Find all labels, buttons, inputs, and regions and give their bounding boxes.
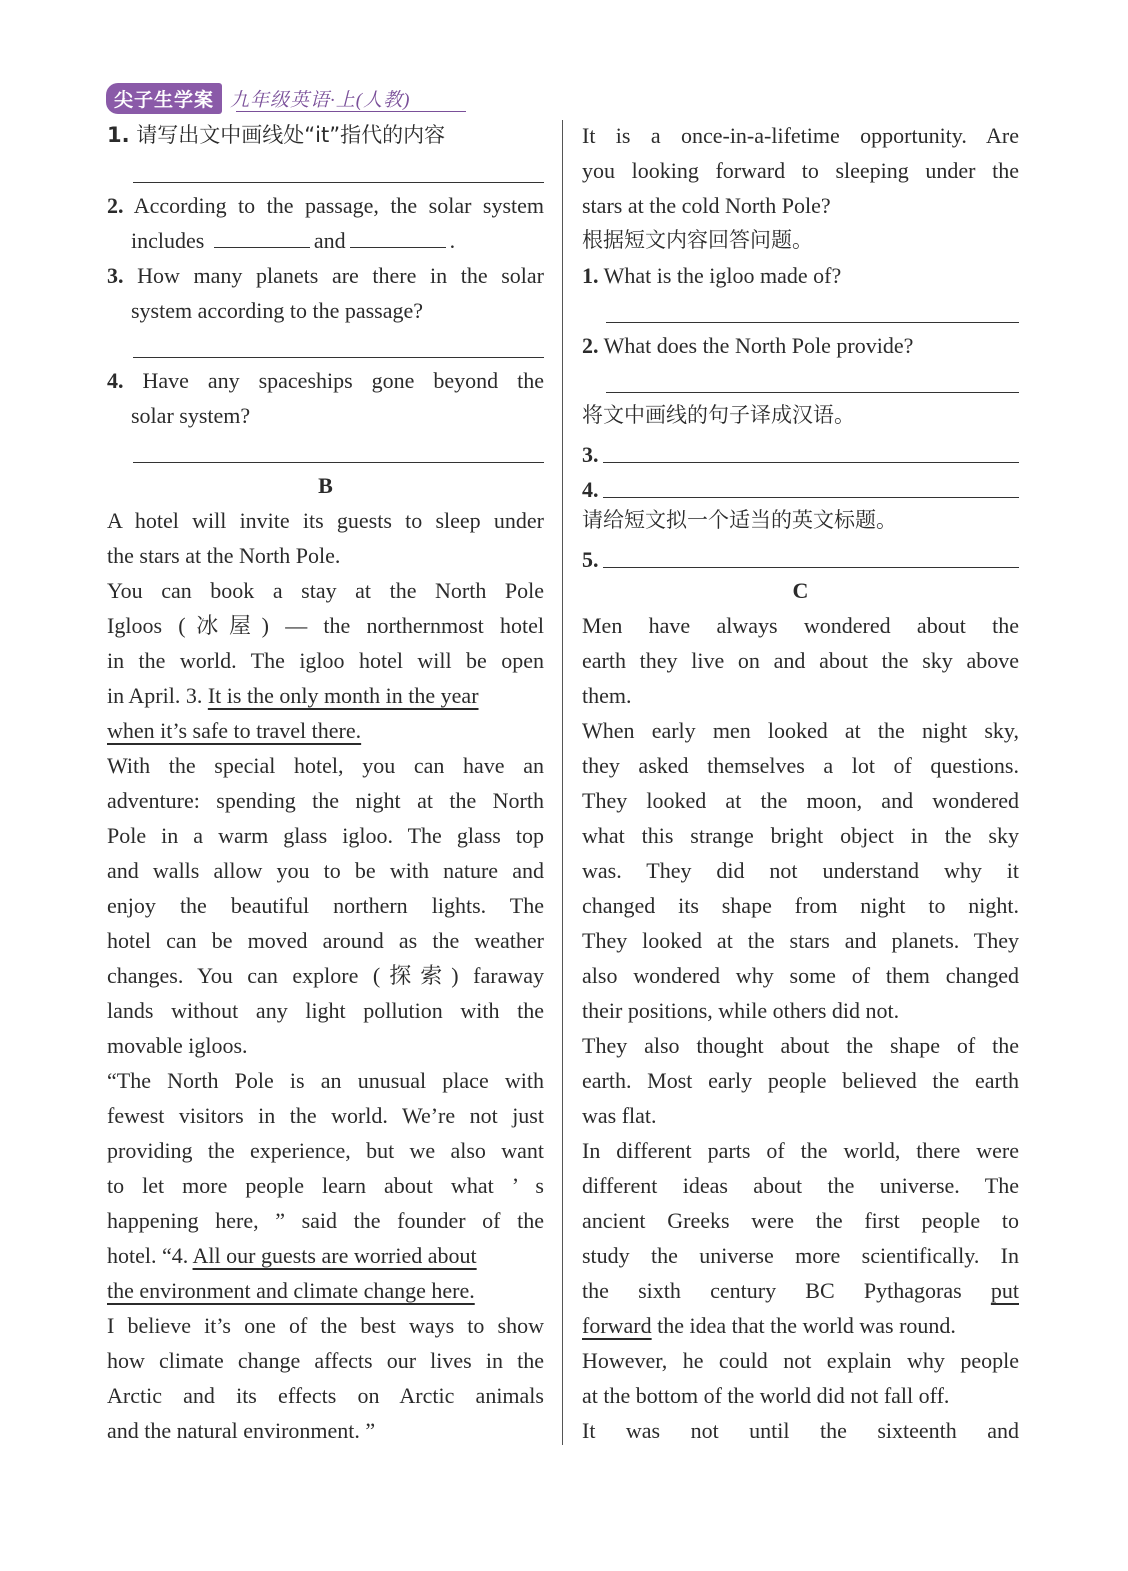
subject-label: 九年级英语·上(人教): [230, 89, 411, 111]
r-question-2: 2. What does the North Pole provide?: [582, 333, 914, 358]
c-text-line: They looked at the stars and planets. They: [582, 928, 1019, 953]
b-text-line: Pole in a warm glass igloo. The glass top: [107, 823, 544, 848]
underlined-sentence-4-cont: the environment and climate change here.: [107, 1278, 475, 1303]
b-text-line: to let more people learn about what ’ s: [107, 1173, 544, 1198]
question-3-line-2: system according to the passage?: [131, 298, 424, 323]
question-4-line-2: solar system?: [131, 403, 251, 428]
b-text-line: Igloos (冰屋) — the northernmost hotel: [107, 613, 544, 638]
right-column: [582, 118, 1019, 1448]
r-answer-4[interactable]: 4.: [582, 468, 1019, 503]
underlined-phrase-forward: forward: [582, 1313, 652, 1338]
b-text-line: fewest visitors in the world. We’re not just: [107, 1103, 544, 1128]
b-text-line: [107, 1273, 544, 1308]
c-text-line: However, he could not explain why people: [582, 1348, 1019, 1373]
b-text-line: It is a once-in-a-lifetime opportunity. Are: [582, 123, 1019, 148]
b-text-line: movable igloos.: [107, 1033, 248, 1058]
b-text-line: [107, 713, 544, 748]
r-answer-5[interactable]: 5.: [582, 538, 1019, 573]
column-divider: [562, 120, 563, 1445]
question-1: 1. 请写出文中画线处“it”指代的内容: [107, 123, 446, 147]
b-text-line: how climate change affects our lives in the: [107, 1348, 544, 1373]
b-text-line: happening here, ” said the founder of the: [107, 1208, 544, 1233]
c-text-line: was. They did not understand why it: [582, 858, 1019, 883]
b-text-line: I believe it’s one of the best ways to show: [107, 1313, 544, 1338]
c-text-line: different ideas about the universe. The: [582, 1173, 1019, 1198]
r-answer-3[interactable]: 3.: [582, 433, 1019, 468]
instruction-answer: 根据短文内容回答问题。: [582, 228, 813, 252]
c-text-line: the sixth century BC Pythagoras put: [582, 1278, 1019, 1303]
c-text-line: at the bottom of the world did not fall off.: [582, 1383, 950, 1408]
b-text-line: “The North Pole is an unusual place with: [107, 1068, 544, 1093]
blank-1[interactable]: [214, 223, 310, 248]
b-text-line: changes. You can explore (探索) faraway: [107, 963, 544, 988]
c-text-line: They also thought about the shape of the: [582, 1033, 1019, 1058]
r-answer-line-2[interactable]: [582, 363, 1019, 398]
b-text-line: adventure: spending the night at the North: [107, 788, 544, 813]
answer-line-4[interactable]: [107, 433, 544, 468]
answer-line-3[interactable]: [107, 328, 544, 363]
b-text-line: you looking forward to sleeping under the: [582, 158, 1019, 183]
c-text-line: In different parts of the world, there were: [582, 1138, 1019, 1163]
b-text-line: stars at the cold North Pole?: [582, 193, 831, 218]
question-2-line-2: includes and .: [107, 223, 544, 258]
c-text-line: what this strange bright object in the sky: [582, 823, 1019, 848]
c-text-line: their positions, while others did not.: [582, 998, 900, 1023]
c-text-line: changed its shape from night to night.: [582, 893, 1019, 918]
answer-line-1[interactable]: [107, 153, 544, 188]
c-text-line: forward the idea that the world was round.: [582, 1313, 956, 1338]
underlined-sentence-3: It is the only month in the year: [207, 683, 479, 708]
underlined-phrase-put: put: [990, 1278, 1019, 1303]
b-text-line: the stars at the North Pole.: [107, 543, 341, 568]
underlined-sentence-3-cont: when it’s safe to travel there.: [107, 718, 362, 743]
c-text-line: they asked themselves a lot of questions.: [582, 753, 1019, 778]
b-text-line: You can book a stay at the North Pole: [107, 578, 544, 603]
b-text-line: With the special hotel, you can have an: [107, 753, 544, 778]
b-text-line: in the world. The igloo hotel will be open: [107, 648, 544, 673]
section-b-heading: B: [318, 473, 333, 498]
c-text-line: When early men looked at the night sky,: [582, 718, 1019, 743]
question-2-line-1: 2. According to the passage, the solar system: [107, 193, 544, 218]
b-text-line: A hotel will invite its guests to sleep under: [107, 508, 544, 533]
c-text-line: them.: [582, 683, 632, 708]
c-text-line: earth they live on and about the sky above: [582, 648, 1019, 673]
b-text-line: in April. 3. It is the only month in the year: [107, 683, 479, 708]
b-text-line: Arctic and its effects on Arctic animals: [107, 1383, 544, 1408]
section-c-heading: C: [792, 578, 809, 603]
instruction-translate: 将文中画线的句子译成汉语。: [582, 403, 855, 427]
header-underline: [236, 111, 466, 112]
c-text-line: They looked at the moon, and wondered: [582, 788, 1019, 813]
question-4-line-1: 4. Have any spaceships gone beyond the: [107, 368, 544, 393]
b-text-line: hotel. “4. All our guests are worried about: [107, 1243, 477, 1268]
brand-label: 尖子生学案: [106, 83, 222, 114]
c-text-line: study the universe more scientifically. In: [582, 1243, 1019, 1268]
b-text-line: lands without any light pollution with the: [107, 998, 544, 1023]
c-text-line: Men have always wondered about the: [582, 613, 1019, 638]
b-text-line: enjoy the beautiful northern lights. The: [107, 893, 544, 918]
instruction-title: 请给短文拟一个适当的英文标题。: [582, 508, 897, 532]
blank-2[interactable]: [350, 223, 446, 248]
b-text-line: providing the experience, but we also want: [107, 1138, 544, 1163]
c-text-line: also wondered why some of them changed: [582, 963, 1019, 988]
r-answer-line-1[interactable]: [582, 293, 1019, 328]
r-question-1: 1. What is the igloo made of?: [582, 263, 842, 288]
b-text-line: hotel can be moved around as the weather: [107, 928, 544, 953]
underlined-sentence-4: All our guests are worried about: [192, 1243, 477, 1268]
b-text-line: and walls allow you to be with nature and: [107, 858, 544, 883]
left-column: [107, 118, 544, 1448]
question-3-line-1: 3. How many planets are there in the solar: [107, 263, 544, 288]
c-text-line: earth. Most early people believed the earth: [582, 1068, 1019, 1093]
page-header: [106, 84, 410, 112]
b-text-line: and the natural environment. ”: [107, 1418, 376, 1443]
c-text-line: It was not until the sixteenth and: [582, 1418, 1019, 1443]
c-text-line: was flat.: [582, 1103, 657, 1128]
c-text-line: ancient Greeks were the first people to: [582, 1208, 1019, 1233]
